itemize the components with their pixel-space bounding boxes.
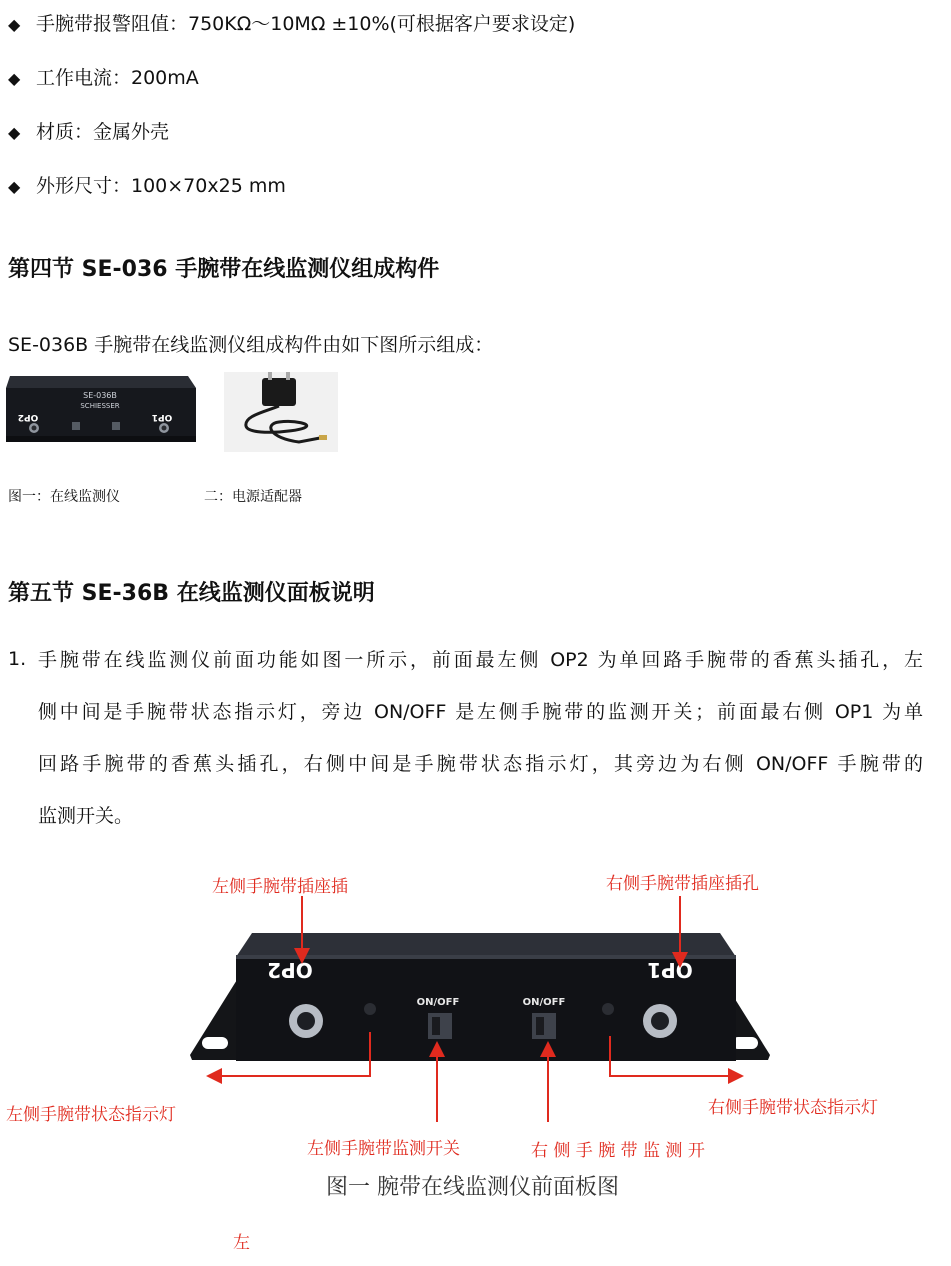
spec-text: 外形尺寸：100×70x25 mm xyxy=(36,175,286,197)
spec-text: 材质：金属外壳 xyxy=(36,121,170,143)
spec-text: 手腕带报警阻值：750KΩ～10MΩ ±10%(可根据客户要求设定) xyxy=(36,13,576,35)
paragraph-text xyxy=(38,634,923,842)
device-brand-label: SCHIESSER xyxy=(80,402,120,410)
paragraph-line: 侧中间是手腕带状态指示灯，旁边 ON/OFF 是左侧手腕带的监测开关；前面最右侧 OP1 为单 xyxy=(38,701,923,723)
label-right-led: 右侧手腕带状态指示灯 xyxy=(708,1098,878,1118)
paragraph-line: 监测开关。 xyxy=(38,805,134,827)
panel-op1-label: OP1 xyxy=(647,958,693,982)
right-switch-label: ON/OFF xyxy=(522,997,566,1008)
diamond-bullet-icon: ◆ xyxy=(8,123,21,142)
label-right-switch: 右 侧 手 腕 带 监 测 开 xyxy=(531,1141,705,1161)
label-left-socket: 左侧手腕带插座插 xyxy=(212,877,348,897)
paragraph-number: 1. xyxy=(8,648,27,670)
paragraph-line: 回路手腕带的香蕉头插孔，右侧中间是手腕带状态指示灯，其旁边为右侧 ON/OFF 手腕带的 xyxy=(38,753,923,775)
figure-caption-monitor: 图一：在线监测仪 xyxy=(8,489,120,505)
port-op2-label: OP2 xyxy=(17,412,39,422)
label-right-socket: 右侧手腕带插座插孔 xyxy=(606,874,759,894)
diamond-bullet-icon: ◆ xyxy=(8,15,21,34)
device-model-label: SE-036B xyxy=(83,391,117,400)
spec-item xyxy=(8,12,575,37)
power-adapter-photo xyxy=(224,372,338,452)
left-switch-icon xyxy=(72,422,80,430)
section-4-intro: SE-036B 手腕带在线监测仪组成构件由如下图所示组成： xyxy=(8,334,494,356)
diamond-bullet-icon: ◆ xyxy=(8,177,21,196)
arrow-right-led xyxy=(610,1036,740,1076)
front-panel-caption: 图一 腕带在线监测仪前面板图 xyxy=(326,1175,619,1200)
spec-item xyxy=(8,120,169,145)
section-4-title: 第四节 SE-036 手腕带在线监测仪组成构件 xyxy=(8,257,440,282)
footer-fragment: 左 xyxy=(233,1233,250,1253)
label-left-switch: 左侧手腕带监测开关 xyxy=(307,1139,460,1159)
arrow-left-led xyxy=(210,1032,370,1076)
label-left-led: 左侧手腕带状态指示灯 xyxy=(6,1105,176,1125)
spec-text: 工作电流：200mA xyxy=(36,67,199,89)
diamond-bullet-icon: ◆ xyxy=(8,69,21,88)
monitor-device-photo xyxy=(2,370,198,452)
spec-item xyxy=(8,174,286,199)
port-op1-label: OP1 xyxy=(151,412,173,422)
section-5-title: 第五节 SE-36B 在线监测仪面板说明 xyxy=(8,581,375,606)
panel-op2-label: OP2 xyxy=(267,958,313,982)
annotation-arrows xyxy=(0,860,951,1130)
paragraph-line: 手腕带在线监测仪前面功能如图一所示，前面最左侧 OP2 为单回路手腕带的香蕉头插孔，左 xyxy=(38,649,923,671)
left-switch-label: ON/OFF xyxy=(416,997,460,1008)
right-switch-icon xyxy=(112,422,120,430)
spec-item xyxy=(8,66,199,91)
figure-caption-adapter: 二：电源适配器 xyxy=(204,489,302,505)
